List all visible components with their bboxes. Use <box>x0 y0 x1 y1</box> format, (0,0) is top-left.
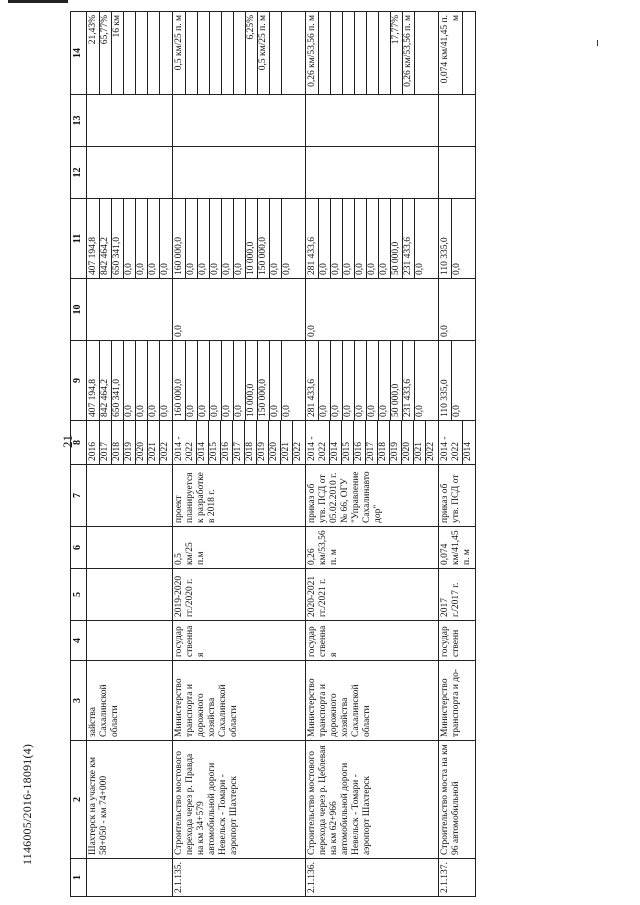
cell-col11 <box>439 199 476 279</box>
years-value: 2019 <box>257 421 269 464</box>
cell-years <box>173 421 306 465</box>
col11-value: 281 433,6 <box>307 199 319 278</box>
rotated-table-wrapper <box>70 12 476 897</box>
years-value: 2021 <box>414 421 426 464</box>
column-header-7: 7 <box>71 465 87 527</box>
col11-value: 0,0 <box>331 199 343 278</box>
cell-col13 <box>87 95 173 147</box>
col14-value: 0,5 км/25 п. м <box>258 12 270 94</box>
col14-value <box>319 12 331 94</box>
cell-status <box>87 621 173 661</box>
cell-period: 2020-2021 гг./2021 г. <box>306 569 439 621</box>
cell-period: 2019-2020 гг./2020 г. <box>173 569 306 621</box>
col11-value: 0,0 <box>160 263 170 275</box>
cell-doc: проект планируется к разработке в 2018 г. <box>173 465 306 527</box>
years-value: 2022 <box>426 442 436 461</box>
col14-value <box>136 12 148 94</box>
col14-value: 0,26 км/53,56 п. м <box>403 12 415 94</box>
col9-value: 0,0 <box>148 341 160 420</box>
cell-col14 <box>306 12 439 95</box>
col14-value <box>415 12 426 94</box>
cell-col14 <box>439 12 476 95</box>
cell-years <box>87 421 173 465</box>
cell-col12 <box>306 147 439 199</box>
col14-value <box>343 12 355 94</box>
cell-years <box>306 421 439 465</box>
table-row <box>87 12 173 897</box>
col11-value: 160 000,0 <box>174 199 186 278</box>
cell-col14 <box>87 12 173 95</box>
years-value: 2014 - 2022 <box>440 421 463 464</box>
col11-value: 0,0 <box>234 199 246 278</box>
col9-value: 0,0 <box>331 341 343 420</box>
page-number: 21 <box>60 435 75 448</box>
scan-top-mark <box>8 0 68 3</box>
col9-value: 0,0 <box>367 341 379 420</box>
col9-value: 0,0 <box>136 341 148 420</box>
col9-value: 0,0 <box>222 341 234 420</box>
years-value: 2017 <box>100 421 112 464</box>
cell-capacity: 0,074 км/41,45 п. м <box>439 527 476 569</box>
years-value: 2019 <box>124 421 136 464</box>
cell-col12 <box>439 147 476 199</box>
col14-value <box>124 12 136 94</box>
cell-num: 2.1.137. <box>439 859 476 897</box>
col9-value: 0,0 <box>186 341 198 420</box>
col14-value: 0,074 км/41,45 п. м <box>440 12 463 94</box>
col14-value <box>234 12 246 94</box>
column-header-6: 6 <box>71 527 87 569</box>
cell-doc <box>87 465 173 527</box>
col9-value: 0,0 <box>210 341 222 420</box>
col11-value: 50 000,0 <box>391 199 403 278</box>
col14-value <box>367 12 379 94</box>
years-value: 2014 - 2022 <box>307 421 330 464</box>
col14-value <box>198 12 210 94</box>
years-value: 2022 <box>293 442 303 461</box>
col14-value <box>160 12 171 94</box>
col11-value: 650 341,0 <box>112 199 124 278</box>
col11-value: 407 194,8 <box>88 199 100 278</box>
cell-capacity <box>87 527 173 569</box>
col14-value <box>379 12 391 94</box>
col9-value: 0,0 <box>343 341 355 420</box>
col14-value <box>463 12 474 94</box>
col9-value: 231 433,6 <box>403 341 415 420</box>
col11-value: 0,0 <box>222 199 234 278</box>
column-header-1: 1 <box>71 859 87 897</box>
col11-value: 110 335,0 <box>440 199 452 278</box>
cell-name: Строительство моста на км 96 автомобильной <box>439 741 476 859</box>
col11-value: 0,0 <box>124 199 136 278</box>
cell-status: государственн <box>439 621 476 661</box>
col11-value: 0,0 <box>415 263 425 275</box>
col11-value: 0,0 <box>379 199 391 278</box>
col11-value: 0,0 <box>198 199 210 278</box>
years-value: 2016 <box>88 421 100 464</box>
column-header-9: 9 <box>71 341 87 421</box>
col9-value: 842 464,2 <box>100 341 112 420</box>
col11-value: 0,0 <box>282 263 292 275</box>
col11-value: 0,0 <box>343 199 355 278</box>
cell-col13 <box>173 95 306 147</box>
table-row <box>439 12 476 897</box>
column-header-14: 14 <box>71 12 87 95</box>
years-value: 2014 <box>330 421 342 464</box>
cell-col10: 0,0 <box>439 279 476 341</box>
years-value: 2020 <box>402 421 414 464</box>
cell-col10: 0,0 <box>173 279 306 341</box>
cell-col12 <box>87 147 173 199</box>
column-header-10: 10 <box>71 279 87 341</box>
cell-capacity: 0,5 км/25 п.м <box>173 527 306 569</box>
col9-value: 0,0 <box>124 341 136 420</box>
cell-customer: Министерство транспорта и до- <box>439 661 476 741</box>
column-number-row <box>71 12 87 897</box>
cell-col9 <box>439 341 476 421</box>
col11-value: 0,0 <box>148 199 160 278</box>
col14-value <box>186 12 198 94</box>
years-value: 2019 <box>390 421 402 464</box>
years-value: 2018 <box>245 421 257 464</box>
cell-customer: зайства Сахалинской области <box>87 661 173 741</box>
years-value: 2020 <box>136 421 148 464</box>
column-header-11: 11 <box>71 199 87 279</box>
years-value: 2014 - 2022 <box>174 421 197 464</box>
cell-years <box>439 421 476 465</box>
cell-col13 <box>306 95 439 147</box>
col9-value: 0,0 <box>379 341 391 420</box>
col14-value: 17,77% <box>391 12 403 94</box>
col9-value: 281 433,6 <box>307 341 319 420</box>
years-value: 2014 <box>197 421 209 464</box>
column-header-5: 5 <box>71 569 87 621</box>
years-value: 2022 <box>160 442 170 461</box>
cell-col12 <box>173 147 306 199</box>
footer-code: 1146005/2016-18091(4) <box>20 743 34 865</box>
col14-value <box>331 12 343 94</box>
cell-name: Шахтерск на участке км 58+050 - км 74+000 <box>87 741 173 859</box>
col9-value: 160 000,0 <box>174 341 186 420</box>
col11-value: 0,0 <box>136 199 148 278</box>
col9-value: 50 000,0 <box>391 341 403 420</box>
col14-value: 65,77% <box>100 12 112 94</box>
col11-value: 0,0 <box>210 199 222 278</box>
cell-name: Строительство мостового перехода через р. Цеблевая на км 62+966 автомобильной дороги Невельск - Томари - аэропорт Шахтерск <box>306 741 439 859</box>
col9-value: 150 000,0 <box>258 341 270 420</box>
col11-value: 0,0 <box>452 263 462 275</box>
col11-value: 0,0 <box>319 199 331 278</box>
col11-value: 150 000,0 <box>258 199 270 278</box>
cell-col11 <box>173 199 306 279</box>
investment-table <box>70 11 476 897</box>
column-header-4: 4 <box>71 621 87 661</box>
years-value: 2020 <box>269 421 281 464</box>
col14-value <box>222 12 234 94</box>
col9-value: 650 341,0 <box>112 341 124 420</box>
years-value: 2015 <box>342 421 354 464</box>
years-value: 2021 <box>148 421 160 464</box>
years-value: 2016 <box>354 421 366 464</box>
years-value: 2017 <box>366 421 378 464</box>
col14-value <box>210 12 222 94</box>
cell-num: 2.1.135. <box>173 859 306 897</box>
cell-col9 <box>87 341 173 421</box>
col9-value: 407 194,8 <box>88 341 100 420</box>
years-value: 2018 <box>378 421 390 464</box>
cell-doc: приказ об утв. ПСД от <box>439 465 476 527</box>
col11-value: 0,0 <box>186 199 198 278</box>
cell-col10: 0,0 <box>306 279 439 341</box>
col11-value: 0,0 <box>270 199 282 278</box>
cell-doc: приказ об утв. ПСД от 05.02.2010 г. № 66, ОГУ "Управление Сахалинавтодор" <box>306 465 439 527</box>
cell-col14 <box>173 12 306 95</box>
col9-value: 0,0 <box>452 405 462 417</box>
col9-value: 0,0 <box>270 341 282 420</box>
col9-value: 10 000,0 <box>246 341 258 420</box>
cell-col11 <box>306 199 439 279</box>
cell-status: государственная <box>306 621 439 661</box>
cell-status: государственная <box>173 621 306 661</box>
column-header-2: 2 <box>71 741 87 859</box>
table-row <box>306 12 439 897</box>
years-value: 2016 <box>221 421 233 464</box>
column-header-3: 3 <box>71 661 87 741</box>
col9-value: 0,0 <box>355 341 367 420</box>
col9-value: 0,0 <box>198 341 210 420</box>
cell-customer: Министерство транспорта и дорожного хозяйства Сахалинской области <box>173 661 306 741</box>
col14-value <box>270 12 282 94</box>
col11-value: 0,0 <box>367 199 379 278</box>
cell-col9 <box>173 341 306 421</box>
col14-value <box>355 12 367 94</box>
col14-value <box>148 12 160 94</box>
col9-value: 0,0 <box>319 341 331 420</box>
cell-col13 <box>439 95 476 147</box>
cell-name: Строительство мостового перехода через р. Правда на км 34+579 автомобильной дороги Невельск - Томари - аэропорт Шахтерск <box>173 741 306 859</box>
years-value: 2017 <box>233 421 245 464</box>
table-body <box>87 12 476 897</box>
table-row <box>173 12 306 897</box>
col11-value: 10 000,0 <box>246 199 258 278</box>
column-header-8: 8 <box>71 421 87 465</box>
years-value: 2021 <box>281 421 293 464</box>
col9-value: 0,0 <box>160 405 170 417</box>
years-value: 2015 <box>209 421 221 464</box>
col14-value: 6,25% <box>246 12 258 94</box>
cell-period: 2017 г./2017 г. <box>439 569 476 621</box>
col9-value: 0,0 <box>415 405 425 417</box>
col14-value: 16 км <box>112 12 124 94</box>
col9-value: 0,0 <box>282 405 292 417</box>
scan-tick-mark <box>597 40 598 46</box>
cell-num <box>87 859 173 897</box>
cell-col10 <box>87 279 173 341</box>
col11-value: 0,0 <box>355 199 367 278</box>
col14-value: 0,5 км/25 п. м <box>174 12 186 94</box>
column-header-13: 13 <box>71 95 87 147</box>
cell-period <box>87 569 173 621</box>
col9-value: 0,0 <box>234 341 246 420</box>
cell-customer: Министерство транспорта и дорожного хозяйства Сахалинской области <box>306 661 439 741</box>
cell-capacity: 0,26 км/53,56 п. м <box>306 527 439 569</box>
col14-value: 21,43% <box>88 12 100 94</box>
cell-col9 <box>306 341 439 421</box>
cell-num: 2.1.136. <box>306 859 439 897</box>
col11-value: 842 464,2 <box>100 199 112 278</box>
column-header-12: 12 <box>71 147 87 199</box>
cell-col11 <box>87 199 173 279</box>
col11-value: 231 433,6 <box>403 199 415 278</box>
years-value: 2014 <box>463 442 473 461</box>
col14-value: 0,26 км/53,56 п. м <box>307 12 319 94</box>
col9-value: 110 335,0 <box>440 341 452 420</box>
years-value: 2018 <box>112 421 124 464</box>
col14-value <box>282 12 293 94</box>
